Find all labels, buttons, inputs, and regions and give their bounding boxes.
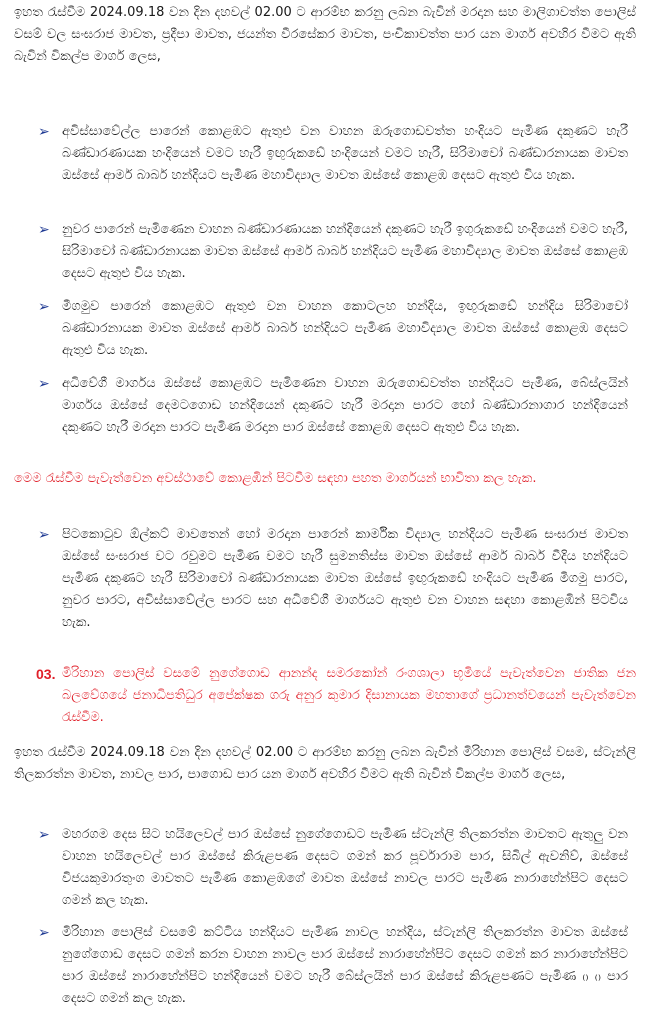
section-number: 03. — [36, 666, 56, 682]
arrow-bullet-icon: ➢ — [38, 222, 50, 238]
intro-paragraph-2: ඉහත රැස්වීම 2024.09.18 වන දින දහවල් 02.00 ට ආරම්භ කරනු ලබන බැවින් මිරිහාන පොලිස් වසම, ස්ටැන්ලි තිලකරත්න මාවත, නාවල පාර, පාගොඩ පාර යන මාර්ග අවහිර වීමට ඇති බැවින් විකල්ප මාර්ග ලෙස, — [14, 745, 636, 782]
section-title: මිරිහාන පොලිස් වසමේ නුගේගොඩ ආනන්ද සමරකෝන් රංගශාලා භූමියේ පැවැත්වෙන ජාතික ජන බලවේගයේ ජනාධිපතිධුර අපේක්ෂක ගරු අනුර කුමාර දිසානායක මහතාගේ ප්‍රධානත්වයෙන් පැවැත්වෙන රැස්වීම. — [62, 666, 636, 725]
bullet-text: අධිවේගී මාර්ගය ඔස්සේ කොළඹට පැමිණෙන වාහන ඔරුගොඩවත්ත හන්දියට පැමිණ, බේස්ලයින් මාර්ගය ඔස්සේ දෙමටගොඩ හන්දියෙන් දකුණට හැරී මරදාන පාරට හෝ බණ්ඩාරනාගාර හන්දියෙන් දකුණට හැරී මරදාන පාරට පැමිණ මරදාන පාර ඔස්සේ කොළඹ දෙසට ඇතුළු විය හැක. — [62, 376, 628, 435]
intro-paragraph-1: ඉහත රැස්වීම 2024.09.18 වන දින දහවල් 02.00 ට ආරම්භ කරනු ලබන බැවින් මරදාන සහ මාලිගාවත්ත පොලිස් වසම් වල සංඝරාජ මාවත, ප්‍රදීපා මාවත, ජයන්ත වීරසේකර මාවත, පංචිකාවත්ත පාර යන මාර්ග අවහිර වීමට ඇති බැවින් විකල්ප මාර්ග ලෙස, — [14, 5, 636, 64]
bullet-text: මිරිහාන පොලිස් වසමේ කට්ටිය හන්දියට පැමිණ නාවල හන්දිය, ස්ටැන්ලි තිලකරත්න මාවත ඔස්සේ නුගේගොඩ දෙසට ගමන් කරන වාහන නාවල පාර ඔස්සේ නාරාහේන්පිට දෙසට ගමන් කර නාරාහේන්පිට පාර ඔස්සේ නාරාහේන්පිට හන්දියෙන් වමට හැරී බේස්ලයින් පාර ඔස්සේ කිරුළපණට පැමිණ ₍₎ ₍₎ පාර දෙසට ගමන් කල හැක. — [62, 925, 628, 1006]
bullet-text: මහරගම දෙස සිට හයිලෙවල් පාර ඔස්සේ නුගේගොඩට පැමිණ ස්ටැන්ලි තිලකරත්න මාවතට ඇතුලු වන වාහන හයිලෙවල් පාර ඔස්සේ කිරුළපණ දෙසට ගමන් කර පූර්වාරාම පාර, සිබිල් ඇවනිව්, ඔස්සේ විජයකුමාරතුංග මාවතට පැමිණ කොළඹ‌ගේ මාවත ඔස්සේ නාවල පාරට පැමිණ නාරාහේන්පිට දෙසට ගමන් කල හැක. — [62, 827, 628, 908]
red-note-paragraph: මෙම රැස්වීම පැවැත්වෙන අවස්ථාවේ කොළඹින් පිටවීම සඳහා පහත මාර්ගයන් භාවිතා කල හැක. — [14, 471, 537, 486]
arrow-bullet-icon: ➢ — [38, 527, 50, 543]
bullet-text: අවිස්සාවේල්ල පාරෙන් කොළඹට ඇතුළු වන වාහන ඔරුගොඩවත්ත හංදියට පැමිණ දකුණට හැරී බණ්ඩාරණායක හංදියෙන් වමට හැරී ඉඟුරුකඩේ හංදියෙන් වමට හැරී, සිරිමාවෝ බණ්ඩාරනායක මාවත ඔස්සේ ආමර් බාබර් හන්දියට පැමිණ මහාවිද්‍යාල මාවත ඔස්සේ කොළඹ දෙසට ඇතුළු විය හැක. — [62, 124, 628, 183]
bullet-text: පිටකොටුව ඕල්කට් මාවතෙන් හෝ මරදාන පාරෙන් කාර්මික විද්‍යාල හන්දියට පැමිණ සංඝරාජ මාවත ඔස්සේ සංඝරාජ වට රවුමට පැමිණ වමට හැරී සුමනතිස්ස මාවත ඔස්සේ ආමර් බාබර් වීදිය හන්දියට පැමිණ දකුණට හැරී සිරිමාවෝ බණ්ඩාරනායක මාවත ඔස්සේ ඉඟුරුකඩේ හංදියට පැමිණ මීගමු පාරට, නුවර පාරට, අවිස්සාවේල්ල පාරට සහ අධිවේගී මාර්ගයට ඇතුළු වන වාහන සඳහා කොළඹින් පිටවිය හැක. — [62, 527, 628, 630]
arrow-bullet-icon: ➢ — [38, 376, 50, 392]
bullet-text: නුවර පාරෙන් පැමිණෙන වාහන බණ්ඩාරණායක හන්දියෙන් දකුණට හැරී ඉගුරුකඩේ හංදියෙන් වමට හැරී, සිරිමාවෝ බණ්ඩාරනායක මාවත ඔස්සේ ආමර් බාබර් හන්දියට පැමිණ මහාවිද්‍යාල මාවත ඔස්සේ කොළඹ දෙසට ඇතුළු විය හැක. — [62, 222, 628, 281]
arrow-bullet-icon: ➢ — [38, 827, 50, 843]
arrow-bullet-icon: ➢ — [38, 124, 50, 140]
bullet-text: මීගමුව පාරෙන් කොළඹට ඇතුළු වන වාහන කොටලහ හන්දිය, ඉඟුරුකඩේ හන්දිය සිරිමාවෝ බණ්ඩාරනායක මාවත ඔස්සේ ආමර් බාබර් හන්දියට පැමිණ මහාවිද්‍යාල මාවත ඔස්සේ කොළඹ දෙසට ඇතුළු විය හැක. — [62, 299, 628, 358]
arrow-bullet-icon: ➢ — [38, 299, 50, 315]
arrow-bullet-icon: ➢ — [38, 925, 50, 941]
